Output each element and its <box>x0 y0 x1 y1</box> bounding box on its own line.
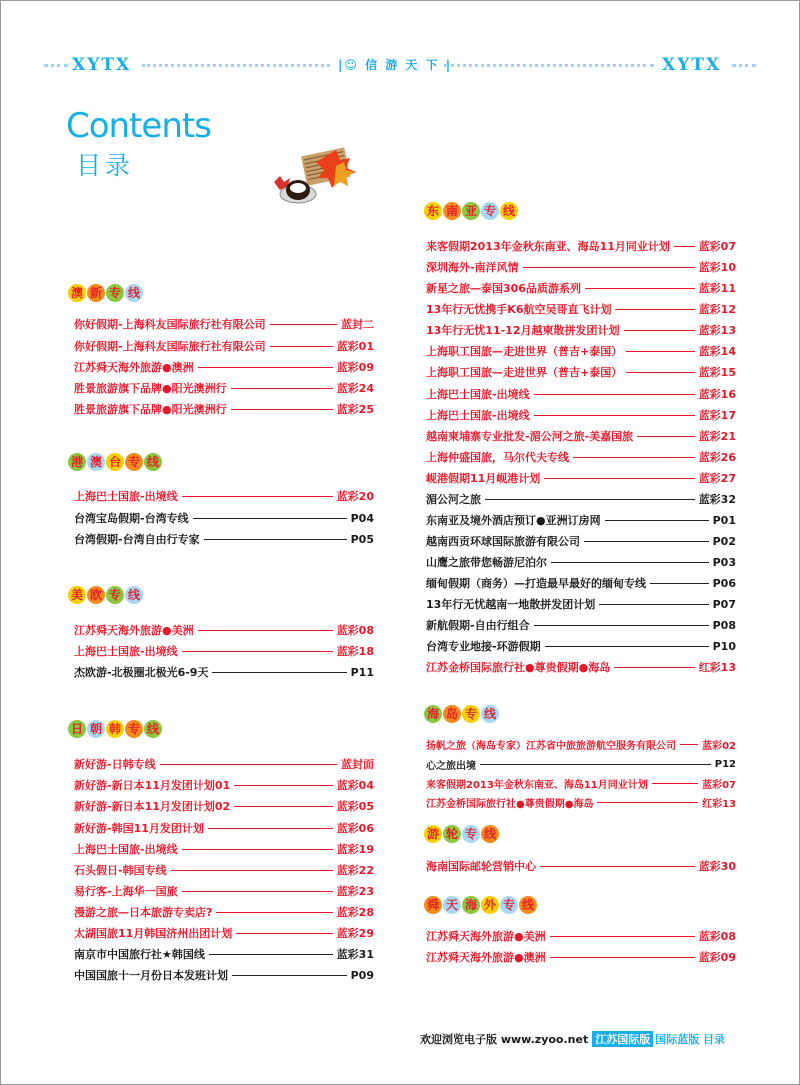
heading-char: 天 <box>443 896 461 914</box>
heading-char: 澳 <box>87 453 105 471</box>
toc-row[interactable] <box>426 280 736 296</box>
toc-page: 蓝彩21 <box>698 430 736 443</box>
leader-line <box>182 849 333 850</box>
heading-char: 港 <box>68 453 86 471</box>
toc-text: 上海巴士国旅-出境线 <box>426 409 530 422</box>
toc-row[interactable] <box>426 736 736 752</box>
leader-line <box>209 954 333 955</box>
toc-text: 新好游-韩国11月发团计划 <box>74 822 204 835</box>
toc-row[interactable] <box>426 407 736 423</box>
toc-row[interactable] <box>426 238 736 254</box>
heading-char: 专 <box>481 202 499 220</box>
leader-line <box>545 646 709 647</box>
toc-page: 蓝彩02 <box>702 740 736 752</box>
toc-row[interactable] <box>74 531 374 547</box>
toc-row[interactable] <box>74 883 374 899</box>
toc-page: 蓝彩25 <box>336 403 374 416</box>
heading-char: 海 <box>462 896 480 914</box>
toc-page: 蓝封面 <box>341 758 374 771</box>
toc-row[interactable] <box>74 946 374 962</box>
toc-page: 蓝彩09 <box>698 951 736 964</box>
heading-char: 日 <box>68 720 86 738</box>
leader-line <box>160 764 337 765</box>
leader-line <box>212 672 346 673</box>
toc-page: 红彩13 <box>698 661 736 674</box>
toc-text: 上海职工国旅—走进世界（普吉+泰国） <box>426 366 623 379</box>
leader-line <box>584 541 709 542</box>
header-dots-left <box>44 64 68 67</box>
toc-page: 红彩13 <box>702 798 736 810</box>
toc-text: 新好游-新日本11月发团计划02 <box>74 800 231 813</box>
heading-char: 亚 <box>462 202 480 220</box>
toc-text: 越南西贡环球国际旅游有限公司 <box>426 535 580 548</box>
toc-page: 蓝彩11 <box>698 282 736 295</box>
leader-line <box>231 388 333 389</box>
toc-page: P07 <box>712 597 736 611</box>
leader-line <box>650 583 709 584</box>
toc-text: 越南柬埔寨专业批发-湄公河之旅-美嘉国旅 <box>426 430 634 443</box>
toc-text: 台湾宝岛假期-台湾专线 <box>74 512 189 525</box>
toc-text: 新星之旅—泰国306品质游系列 <box>426 282 581 295</box>
leader-line <box>198 630 333 631</box>
toc-row[interactable] <box>426 259 736 275</box>
leader-line <box>198 367 333 368</box>
heading-char: 专 <box>106 586 124 604</box>
header-dots-left-2 <box>142 64 330 67</box>
heading-char: 专 <box>462 825 480 843</box>
toc-text: 台湾专业地接-环游假期 <box>426 640 541 653</box>
heading-char: 线 <box>144 720 162 738</box>
footer <box>420 1031 725 1047</box>
leader-line <box>208 828 333 829</box>
toc-text: 上海巴士国旅-出境线 <box>74 490 178 503</box>
heading-char: 东 <box>424 202 442 220</box>
toc-row[interactable] <box>426 449 736 465</box>
toc-row[interactable] <box>74 359 374 375</box>
toc-row[interactable] <box>426 364 736 380</box>
toc-page: 蓝彩08 <box>336 624 374 637</box>
toc-page: 蓝彩13 <box>698 324 736 337</box>
toc-row[interactable] <box>74 643 374 659</box>
toc-page: P06 <box>712 576 736 590</box>
heading-char: 专 <box>125 453 143 471</box>
heading-char: 专 <box>106 284 124 302</box>
toc-text: 南京市中国旅行社★韩国线 <box>74 948 205 961</box>
heading-char: 线 <box>481 705 499 723</box>
toc-row[interactable] <box>74 862 374 878</box>
leader-line <box>540 866 695 867</box>
heading-char: 线 <box>125 284 143 302</box>
leader-line <box>680 744 698 745</box>
header-logo-right: XYTX <box>662 55 722 75</box>
heading-char: 台 <box>106 453 124 471</box>
toc-text: 岘港假期11月岘港计划 <box>426 472 541 485</box>
toc-page: P01 <box>712 513 736 527</box>
toc-text: 上海职工国旅—走进世界（普吉+泰国） <box>426 345 623 358</box>
toc-page: 蓝彩28 <box>336 906 374 919</box>
leader-line <box>615 309 694 310</box>
toc-row[interactable] <box>426 343 736 359</box>
toc-text: 中国国旅十一月份日本发班计划 <box>74 969 228 982</box>
toc-row[interactable] <box>426 470 736 486</box>
heading-char: 线 <box>519 896 537 914</box>
toc-page: 蓝彩18 <box>336 645 374 658</box>
leader-line <box>480 764 711 765</box>
toc-row[interactable] <box>74 380 374 396</box>
toc-text: 胜景旅游旗下品牌●阳光澳洲行 <box>74 382 227 395</box>
toc-text: 上海巴士国旅-出境线 <box>74 843 178 856</box>
toc-page: P04 <box>350 511 374 525</box>
toc-page: 蓝彩19 <box>336 843 374 856</box>
leader-line <box>534 394 695 395</box>
toc-row[interactable] <box>74 622 374 638</box>
toc-text: 扬帆之旅（海岛专家）江苏省中旅旅游航空服务有限公司 <box>426 740 676 752</box>
heading-char: 朝 <box>87 720 105 738</box>
section-heading-richaohan <box>68 718 163 740</box>
header-center-text: |☺ 信 游 天 下 | <box>338 58 453 72</box>
section-heading-dongnanya <box>424 200 519 222</box>
heading-char: 舜 <box>424 896 442 914</box>
toc-text: 江苏舜天海外旅游●美洲 <box>74 624 194 637</box>
toc-text: 漫游之旅—日本旅游专卖店? <box>74 906 213 919</box>
toc-text: 山鹰之旅带您畅游尼泊尔 <box>426 556 547 569</box>
toc-text: 易行客-上海华一国旅 <box>74 885 178 898</box>
toc-row[interactable] <box>426 301 736 317</box>
toc-row[interactable] <box>426 554 736 570</box>
toc-page: 蓝彩08 <box>698 930 736 943</box>
leader-line <box>544 478 694 479</box>
toc-text: 东南亚及境外酒店预订●亚洲订房网 <box>426 514 601 527</box>
leader-line <box>626 372 694 373</box>
toc-text: 江苏金桥国际旅行社●尊贵假期●海岛 <box>426 798 594 810</box>
footer-welcome[interactable]: 欢迎浏览电子版 www.zyoo.net <box>420 1033 589 1046</box>
toc-text: 来客假期2013年金秋东南亚、海岛11月同业计划 <box>426 240 670 253</box>
toc-row[interactable] <box>426 659 736 675</box>
leader-line <box>182 651 333 652</box>
heading-char: 外 <box>481 896 499 914</box>
leader-line <box>534 415 695 416</box>
toc-page: 蓝彩04 <box>336 779 374 792</box>
leader-line <box>550 957 695 958</box>
leader-line <box>550 936 695 937</box>
toc-row[interactable] <box>426 858 736 874</box>
leader-line <box>585 288 695 289</box>
leader-line <box>232 975 347 976</box>
toc-page: P09 <box>350 968 374 982</box>
leader-line <box>551 562 709 563</box>
toc-row[interactable] <box>74 664 374 680</box>
toc-row[interactable] <box>74 841 374 857</box>
heading-char: 岛 <box>443 705 461 723</box>
toc-page: 蓝彩31 <box>336 948 374 961</box>
toc-row[interactable] <box>426 949 736 965</box>
toc-row[interactable] <box>426 638 736 654</box>
toc-row[interactable] <box>426 575 736 591</box>
heading-char: 南 <box>443 202 461 220</box>
toc-page: 蓝彩05 <box>336 800 374 813</box>
leader-line <box>234 785 333 786</box>
heading-char: 新 <box>87 284 105 302</box>
toc-text: 江苏金桥国际旅行社●尊贵假期●海岛 <box>426 661 611 674</box>
leader-line <box>614 667 694 668</box>
heading-char: 线 <box>500 202 518 220</box>
heading-char: 线 <box>144 453 162 471</box>
header-dots-right-2 <box>732 64 756 67</box>
heading-char: 美 <box>68 586 86 604</box>
toc-page: 蓝彩15 <box>698 366 736 379</box>
toc-text: 来客假期2013年金秋东南亚、海岛11月同业计划 <box>426 779 648 791</box>
heading-char: 海 <box>424 705 442 723</box>
leader-line <box>485 499 695 500</box>
leader-line <box>182 496 333 497</box>
toc-text: 江苏舜天海外旅游●美洲 <box>426 930 546 943</box>
leader-line <box>652 783 698 784</box>
header-dots-right <box>444 64 654 67</box>
toc-text: 杰欧游-北极圈北极光6-9天 <box>74 666 209 679</box>
toc-page: P02 <box>712 534 736 548</box>
footer-badge: 江苏国际版 <box>592 1031 653 1047</box>
section-heading-gangaotai <box>68 451 163 473</box>
leader-line <box>674 246 695 247</box>
toc-text: 石头假日-韩国专线 <box>74 864 167 877</box>
toc-text: 13年行无忧携手K6航空吴哥直飞计划 <box>426 303 612 316</box>
toc-row[interactable] <box>426 928 736 944</box>
toc-text: 上海巴士国旅-出境线 <box>74 645 178 658</box>
toc-page: 蓝彩12 <box>698 303 736 316</box>
toc-row[interactable] <box>426 512 736 528</box>
leader-line <box>270 324 337 325</box>
toc-text: 心之旅出境 <box>426 760 476 772</box>
toc-row[interactable] <box>74 925 374 941</box>
leader-line <box>605 520 709 521</box>
toc-text: 上海巴士国旅-出境线 <box>426 388 530 401</box>
toc-page: 蓝封二 <box>341 318 374 331</box>
leader-line <box>597 802 698 803</box>
toc-text: 江苏舜天海外旅游●澳洲 <box>426 951 546 964</box>
toc-text: 太湖国旅11月韩国济州出团计划 <box>74 927 233 940</box>
heading-char: 韩 <box>106 720 124 738</box>
toc-page: P03 <box>712 555 736 569</box>
toc-page: 蓝彩23 <box>336 885 374 898</box>
toc-text: 你好假期-上海科友国际旅行社有限公司 <box>74 318 266 331</box>
toc-text: 上海仲盛国旅，马尔代夫专线 <box>426 451 569 464</box>
toc-page: 蓝彩32 <box>698 493 736 506</box>
toc-text: 新好游-日韩专线 <box>74 758 156 771</box>
toc-row[interactable] <box>74 904 374 920</box>
toc-page: P10 <box>712 639 736 653</box>
leader-line <box>523 267 695 268</box>
footer-label: 国际蓝版 目录 <box>655 1033 726 1046</box>
leader-line <box>270 346 333 347</box>
toc-text: 新好游-新日本11月发团计划01 <box>74 779 231 792</box>
toc-page: 蓝彩09 <box>336 361 374 374</box>
leader-line <box>204 539 347 540</box>
toc-page: 蓝彩29 <box>336 927 374 940</box>
section-heading-aoxin <box>68 282 144 304</box>
toc-text: 江苏舜天海外旅游●澳洲 <box>74 361 194 374</box>
leader-line <box>534 625 709 626</box>
toc-row[interactable] <box>426 428 736 444</box>
section-heading-meiou <box>68 584 144 606</box>
page-title-en: Contents <box>66 106 211 146</box>
toc-page: 蓝彩26 <box>698 451 736 464</box>
leader-line <box>234 806 333 807</box>
toc-row[interactable] <box>426 794 736 810</box>
heading-char: 游 <box>424 825 442 843</box>
toc-row[interactable] <box>74 777 374 793</box>
toc-row[interactable] <box>426 596 736 612</box>
toc-page: 蓝彩07 <box>702 779 736 791</box>
toc-row[interactable] <box>74 488 374 504</box>
toc-text: 湄公河之旅 <box>426 493 481 506</box>
toc-page: P12 <box>714 758 736 770</box>
toc-page: 蓝彩10 <box>698 261 736 274</box>
toc-row[interactable] <box>426 756 736 772</box>
toc-text: 缅甸假期（商务）—打造最早最好的缅甸专线 <box>426 577 646 590</box>
toc-page: 蓝彩06 <box>336 822 374 835</box>
toc-text: 海南国际邮轮营销中心 <box>426 860 536 873</box>
header-logo-left: XYTX <box>72 55 132 75</box>
heading-char: 轮 <box>443 825 461 843</box>
coffee-leaves-illustration <box>266 146 362 212</box>
toc-text: 深圳海外-南洋风情 <box>426 261 519 274</box>
toc-row[interactable] <box>74 401 374 417</box>
toc-text: 13年行无忧越南一地散拼发团计划 <box>426 598 596 611</box>
toc-page: 蓝彩27 <box>698 472 736 485</box>
toc-text: 你好假期-上海科友国际旅行社有限公司 <box>74 340 266 353</box>
toc-row[interactable] <box>426 617 736 633</box>
toc-row[interactable] <box>74 820 374 836</box>
toc-row[interactable] <box>74 798 374 814</box>
leader-line <box>236 933 332 934</box>
section-heading-shuntian <box>424 894 538 916</box>
toc-page: P08 <box>712 618 736 632</box>
heading-char: 专 <box>462 705 480 723</box>
toc-text: 台湾假期-台湾自由行专家 <box>74 533 200 546</box>
toc-page: 蓝彩07 <box>698 240 736 253</box>
toc-page: 蓝彩16 <box>698 388 736 401</box>
toc-page: 蓝彩20 <box>336 490 374 503</box>
leader-line <box>626 351 694 352</box>
toc-text: 胜景旅游旗下品牌●阳光澳洲行 <box>74 403 227 416</box>
heading-char: 专 <box>500 896 518 914</box>
toc-row[interactable] <box>74 510 374 526</box>
leader-line <box>171 870 333 871</box>
toc-row[interactable] <box>74 316 374 332</box>
heading-char: 澳 <box>68 284 86 302</box>
leader-line <box>599 604 708 605</box>
toc-text: 新航假期-自由行组合 <box>426 619 530 632</box>
toc-row[interactable] <box>426 533 736 549</box>
heading-char: 线 <box>125 586 143 604</box>
toc-page: P11 <box>350 665 374 679</box>
page-title-cn: 目录 <box>76 151 135 180</box>
leader-line <box>231 409 333 410</box>
toc-page: P05 <box>350 532 374 546</box>
leader-line <box>216 912 332 913</box>
toc-page: 蓝彩01 <box>336 340 374 353</box>
section-heading-haidao <box>424 703 500 725</box>
toc-page: 蓝彩14 <box>698 345 736 358</box>
toc-page: 蓝彩30 <box>698 860 736 873</box>
leader-line <box>624 330 695 331</box>
heading-char: 线 <box>481 825 499 843</box>
toc-row[interactable] <box>426 775 736 791</box>
toc-row[interactable] <box>426 491 736 507</box>
toc-row[interactable] <box>426 386 736 402</box>
toc-row[interactable] <box>426 322 736 338</box>
section-heading-youlun <box>424 823 500 845</box>
leader-line <box>573 457 695 458</box>
toc-text: 13年行无忧11-12月越柬散拼发团计划 <box>426 324 620 337</box>
leader-line <box>193 518 347 519</box>
heading-char: 欧 <box>87 586 105 604</box>
toc-page: 蓝彩17 <box>698 409 736 422</box>
leader-line <box>637 436 695 437</box>
toc-row[interactable] <box>74 338 374 354</box>
heading-char: 专 <box>125 720 143 738</box>
toc-row[interactable] <box>74 756 374 772</box>
toc-page: 蓝彩24 <box>336 382 374 395</box>
leader-line <box>182 891 333 892</box>
toc-page: 蓝彩22 <box>336 864 374 877</box>
toc-row[interactable] <box>74 967 374 983</box>
